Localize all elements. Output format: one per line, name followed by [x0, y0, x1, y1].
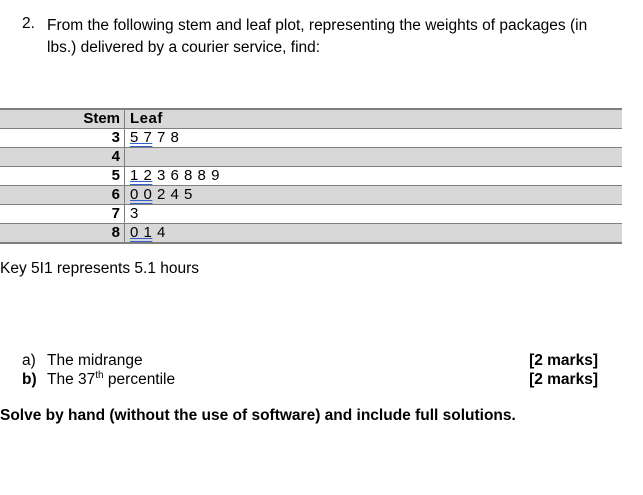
- instruction-text: Solve by hand (without the use of software) and include full solutions.: [0, 407, 516, 424]
- leaf-cell: [125, 148, 623, 167]
- part-a-letter: a): [22, 352, 36, 369]
- leaf-rest: 7 8: [152, 129, 180, 146]
- stem-header: Stem: [0, 109, 125, 129]
- stem-cell: 5: [0, 167, 125, 186]
- leaf-underlined: 1 2: [130, 167, 153, 184]
- leaf-header: Leaf: [125, 109, 623, 129]
- leaf-underlined: 5 7: [130, 129, 153, 146]
- leaf-underlined: 0 0: [130, 186, 153, 203]
- stem-cell: 6: [0, 186, 125, 205]
- part-b-superscript: th: [95, 369, 104, 381]
- table-row: [0, 186, 622, 205]
- stem-cell: 8: [0, 224, 125, 244]
- leaf-cell: [125, 186, 623, 205]
- table-header-row: [0, 109, 622, 129]
- table-row: [0, 205, 622, 224]
- part-b-marks: [2 marks]: [529, 371, 598, 388]
- question-text: From the following stem and leaf plot, representing the weights of packages (in lbs.) delivered by a courier service, find:: [47, 17, 588, 56]
- stem-cell: 7: [0, 205, 125, 224]
- leaf-cell: [125, 224, 623, 244]
- part-b-letter: b): [22, 371, 37, 388]
- leaf-cell: [125, 129, 623, 148]
- leaf-rest: 3: [130, 205, 139, 222]
- part-b-text-after: percentile: [103, 371, 176, 388]
- stem-cell: 4: [0, 148, 125, 167]
- leaf-rest: 3 6 8 8 9: [152, 167, 220, 184]
- stem-leaf-table: [0, 108, 622, 244]
- part-a-text: The midrange: [47, 352, 143, 369]
- leaf-underlined: 0 1: [130, 224, 153, 241]
- plot-key: Key 5I1 represents 5.1 hours: [0, 260, 200, 277]
- leaf-cell: [125, 205, 623, 224]
- table-row: [0, 167, 622, 186]
- part-a-marks: [2 marks]: [529, 352, 598, 369]
- table-row: [0, 129, 622, 148]
- question-number: 2.: [22, 15, 35, 32]
- part-b-text: [47, 371, 175, 389]
- part-b-text-before: The 37: [47, 371, 96, 388]
- table-row: [0, 224, 622, 244]
- leaf-cell: [125, 167, 623, 186]
- leaf-rest: 2 4 5: [152, 186, 193, 203]
- table-row: [0, 148, 622, 167]
- leaf-rest: 4: [152, 224, 166, 241]
- stem-cell: 3: [0, 129, 125, 148]
